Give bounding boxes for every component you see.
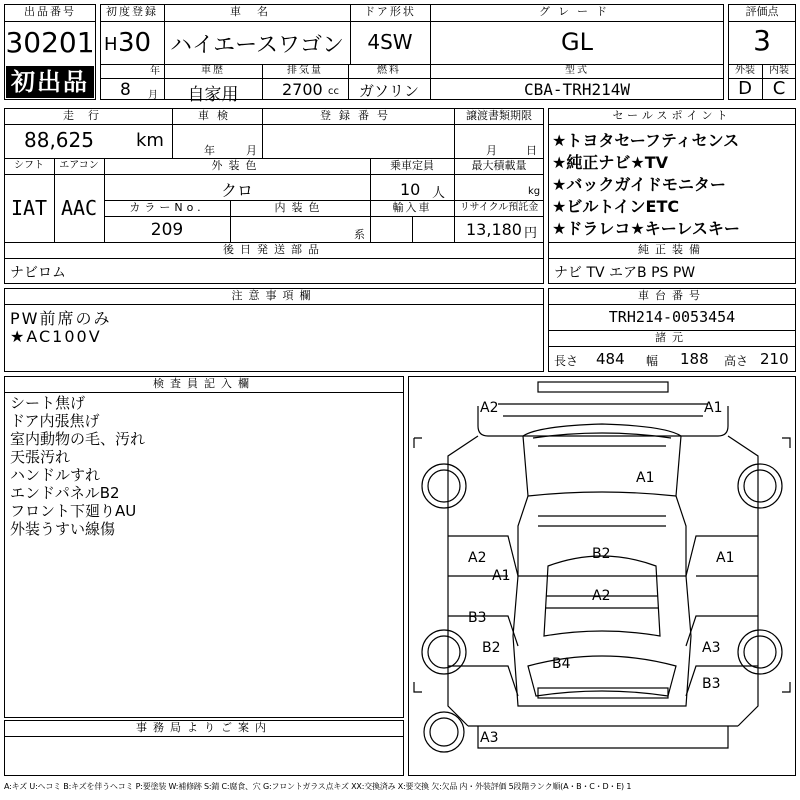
hood-detail [533,433,671,446]
genuine-equipment: ナビ TV エアB PS PW [554,265,696,281]
damage-mark: A1 [636,470,655,486]
mileage-unit: km [136,130,164,151]
damage-mark: B4 [552,656,571,672]
month-unit: 月 [148,90,158,101]
sales-point-item: ★トヨタセーフティセンス [552,131,740,150]
length: 484 [596,350,625,368]
rear-parts-label: 後日発送部品 [223,243,325,256]
grade-label: グレード [539,5,615,18]
inspector-label: 検査員記入欄 [153,377,255,390]
wheel-front-left-inner [428,470,460,502]
right-side-outline [728,436,758,726]
int-color-label: 内装色 [274,201,326,214]
ext-color-label: 外装色 [211,159,263,172]
car-name: ハイエースワゴン [169,33,345,58]
right-mirror [782,438,790,692]
score: 3 [753,24,771,57]
sales-point-item: ★ビルトインETC [552,197,680,216]
inspector-item: シート焦げ [10,394,86,412]
capacity: 10 [400,180,421,199]
lot-number: 30201 [5,26,95,59]
damage-mark: A3 [480,730,499,746]
recycle-label: リサイクル預託金 [459,202,539,213]
dimensions-label: 諸元 [655,331,689,344]
car-name-label: 車名 [230,5,284,18]
width: 188 [680,350,709,368]
capacity-label: 乗車定員 [390,159,434,172]
door-type: 4SW [367,30,413,54]
damage-mark: A2 [468,550,487,566]
color-no-label: カラーNo. [129,201,205,214]
recycle: 13,180 [466,220,522,239]
rear-bumper [468,726,738,748]
genuine-label: 純正装備 [638,243,706,256]
damage-mark: A1 [716,550,735,566]
sales-point-item: ★純正ナビ★TV [552,153,668,172]
inspection-month-unit: 月 [246,144,257,157]
displacement-unit: cc [328,86,339,97]
lot-label: 出品番号 [24,5,76,18]
grade: GL [561,28,593,56]
model: CBA-TRH214W [524,80,630,99]
capacity-unit: 人 [432,186,446,201]
reg-year: 30 [118,28,152,58]
max-load-label: 最大積載量 [471,159,527,172]
front-plate [538,382,668,392]
mileage: 88,625 [24,128,94,152]
inspector-list [10,394,145,538]
inspection-year-unit: 年 [204,144,215,157]
reg-month: 8 [120,80,131,100]
reg-number-label: 登録番号 [320,109,396,122]
windshield-outline [523,424,681,496]
inspection-label: 車検 [198,109,236,122]
damage-mark: A1 [704,400,723,416]
inspector-item: 室内動物の毛、汚れ [10,430,146,448]
first-reg-label: 初度登録 [106,5,158,18]
damage-mark: B3 [468,610,487,626]
width-label: 幅 [646,354,659,368]
inspector-item: 外装うすい線傷 [10,520,116,538]
left-mirror [414,438,422,692]
spare-wheel-inner [430,718,458,746]
door-label: ドア形状 [364,5,416,18]
inspector-item: フロント下廻りAU [10,502,137,520]
ac: AAC [60,196,98,220]
wheel-rear-left-inner [428,636,460,668]
first-listing-badge: 初出品 [6,66,94,98]
color-no: 209 [150,220,184,240]
shift-label: シフト [14,160,44,171]
front-bumper-inner [498,404,708,416]
ext-color: クロ [220,181,253,200]
interior-grade: C [772,78,786,99]
score-label: 評価点 [745,5,779,18]
damage-mark: A1 [492,568,511,584]
wheel-front-left [422,464,466,508]
sales-points-list [552,130,740,240]
displacement: 2700 [282,80,323,99]
damage-mark: A2 [592,588,611,604]
car-diagram [408,376,796,776]
rear-parts: ナビロム [10,265,66,281]
chassis-number: TRH214-0053454 [608,308,736,326]
year-unit: 年 [150,66,160,77]
height: 210 [760,350,789,368]
import-label: 輸入車 [392,201,432,214]
era-letter: H [104,34,118,55]
roof-outline [518,496,686,576]
front-bumper-outline [478,406,728,436]
height-label: 高さ [724,354,749,368]
inspector-item: 天張汚れ [10,448,71,466]
inspector-item: エンドパネルB2 [10,484,120,502]
office-label: 事務局よりご案内 [136,721,272,734]
history: 自家用 [187,85,239,105]
inspector-item: ハンドルすれ [10,466,101,484]
inspector-item: ドア内張焦げ [10,412,100,430]
damage-mark: B3 [702,676,721,692]
max-load-unit: kg [528,186,541,197]
legend: A:キズ U:ヘコミ B:キズを伴うヘコミ P:要塗装 W:補修跡 S:錆 C:腐食、穴 G:フロントガラス点キズ XX:交換済み X:要交換 欠:欠品 内・外装評価 5段階ランク順(A・B・C・D・E) 1 [4,782,632,791]
wheel-front-right-inner [744,470,776,502]
sales-points-label: セールスポイント [612,109,732,122]
ac-label: エアコン [59,160,99,171]
transfer-day-unit: 日 [526,144,537,157]
seat-row-1 [538,516,666,526]
int-color-unit: 系 [354,228,365,241]
length-label: 長さ [554,354,579,368]
wheel-rear-right-inner [744,636,776,668]
fuel: ガソリン [358,82,419,100]
note-item: ★AC100V [10,327,102,346]
fuel-label: 燃料 [377,65,401,76]
shift: IAT [10,196,48,220]
note-item: PW前席のみ [10,309,112,328]
damage-mark: B2 [592,546,611,562]
mileage-label: 走行 [63,109,113,122]
notes-list [10,310,111,346]
interior-label: 内装 [769,65,789,76]
sales-point-item: ★バックガイドモニター [552,175,726,194]
rear-window [528,656,676,696]
notes-label: 注意事項欄 [231,289,317,302]
recycle-unit: 円 [524,226,538,241]
transfer-label: 譲渡書類期限 [466,109,532,122]
damage-mark: B2 [482,640,501,656]
left-side-outline [448,436,478,726]
exterior-grade: D [738,78,752,99]
damage-mark: A3 [702,640,721,656]
displacement-label: 排気量 [287,65,323,76]
history-label: 車歴 [201,65,225,76]
transfer-month-unit: 月 [486,144,497,157]
model-label: 型式 [565,65,589,76]
sales-point-item: ★ドラレコ★キーレスキー [552,219,740,238]
chassis-label: 車台番号 [638,289,706,302]
damage-mark: A2 [480,400,499,416]
exterior-label: 外装 [735,65,755,76]
